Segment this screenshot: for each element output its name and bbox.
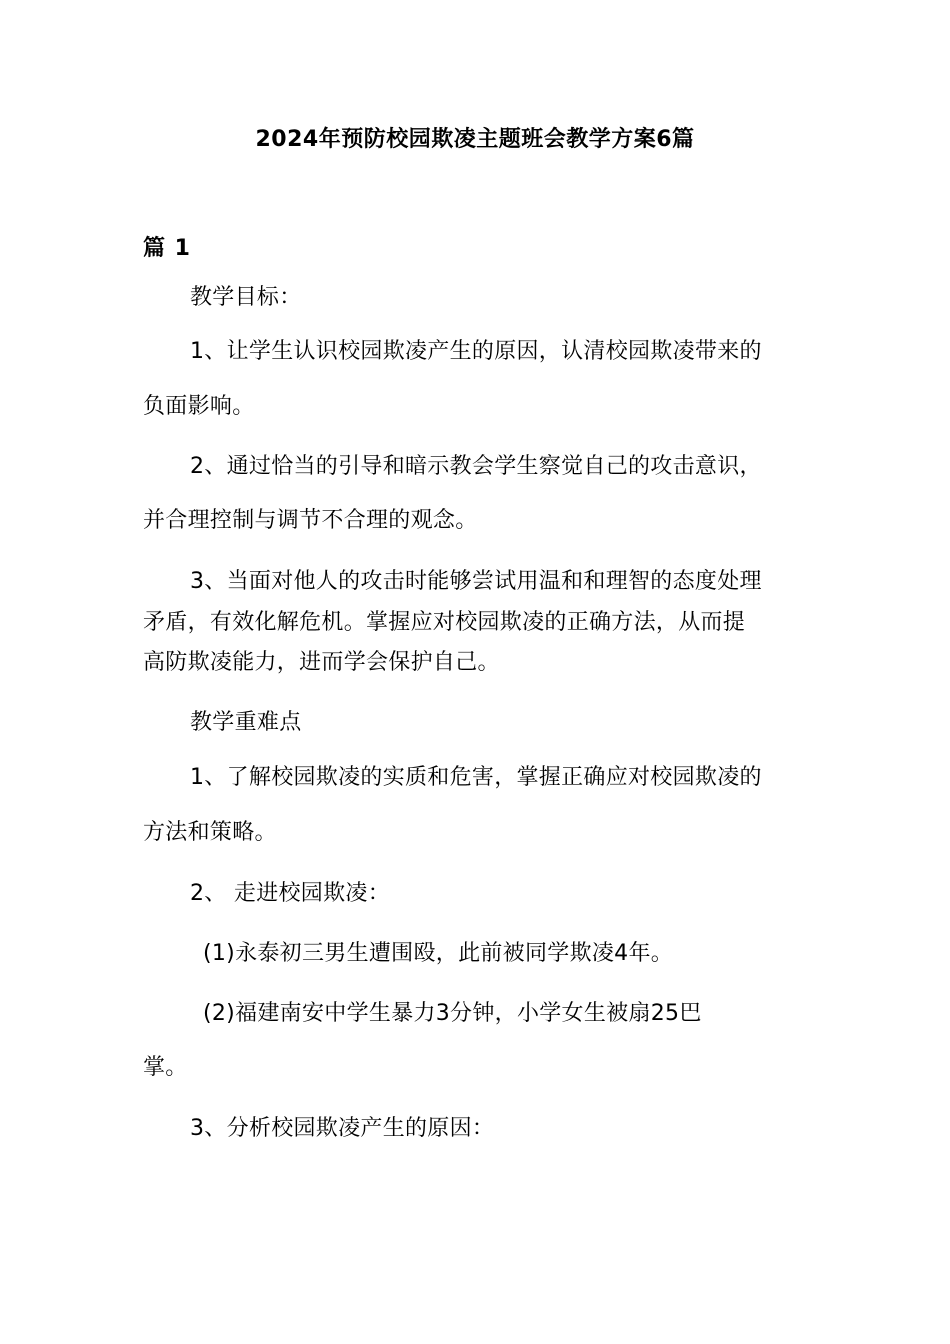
paragraph-goal-1-line-1: 1、让学生认识校园欺凌产生的原因，认清校园欺凌带来的 (190, 339, 762, 364)
paragraph-key-point-1-line-1: 1、了解校园欺凌的实质和危害，掌握正确应对校园欺凌的 (190, 765, 762, 790)
paragraph-key-point-2: 2、 走进校园欺凌： (190, 881, 390, 906)
paragraph-key-points-heading: 教学重难点 (190, 710, 302, 735)
paragraph-goal-2-line-1: 2、通过恰当的引导和暗示教会学生察觉自己的攻击意识， (190, 454, 762, 479)
paragraph-teaching-goals-heading: 教学目标： (190, 285, 302, 310)
paragraph-case-2-line-2: 掌。 (143, 1055, 188, 1080)
paragraph-key-point-3: 3、分析校园欺凌产生的原因： (190, 1116, 495, 1141)
paragraph-key-point-1-line-2: 方法和策略。 (143, 820, 277, 845)
paragraph-goal-2-line-2: 并合理控制与调节不合理的观念。 (143, 508, 478, 533)
section-heading: 篇 1 (143, 236, 191, 261)
paragraph-case-2-line-1: (2)福建南安中学生暴力3分钟，小学女生被扇25巴 (203, 1001, 702, 1026)
paragraph-goal-1-line-2: 负面影响。 (143, 394, 255, 419)
paragraph-goal-3-line-2: 矛盾，有效化解危机。掌握应对校园欺凌的正确方法，从而提 (143, 610, 746, 635)
paragraph-goal-3-line-1: 3、当面对他人的攻击时能够尝试用温和和理智的态度处理 (190, 569, 762, 594)
paragraph-case-1: (1)永泰初三男生遭围殴，此前被同学欺凌4年。 (203, 941, 674, 966)
document-title: 2024年预防校园欺凌主题班会教学方案6篇 (255, 127, 695, 152)
paragraph-goal-3-line-3: 高防欺凌能力，进而学会保护自己。 (143, 650, 500, 675)
